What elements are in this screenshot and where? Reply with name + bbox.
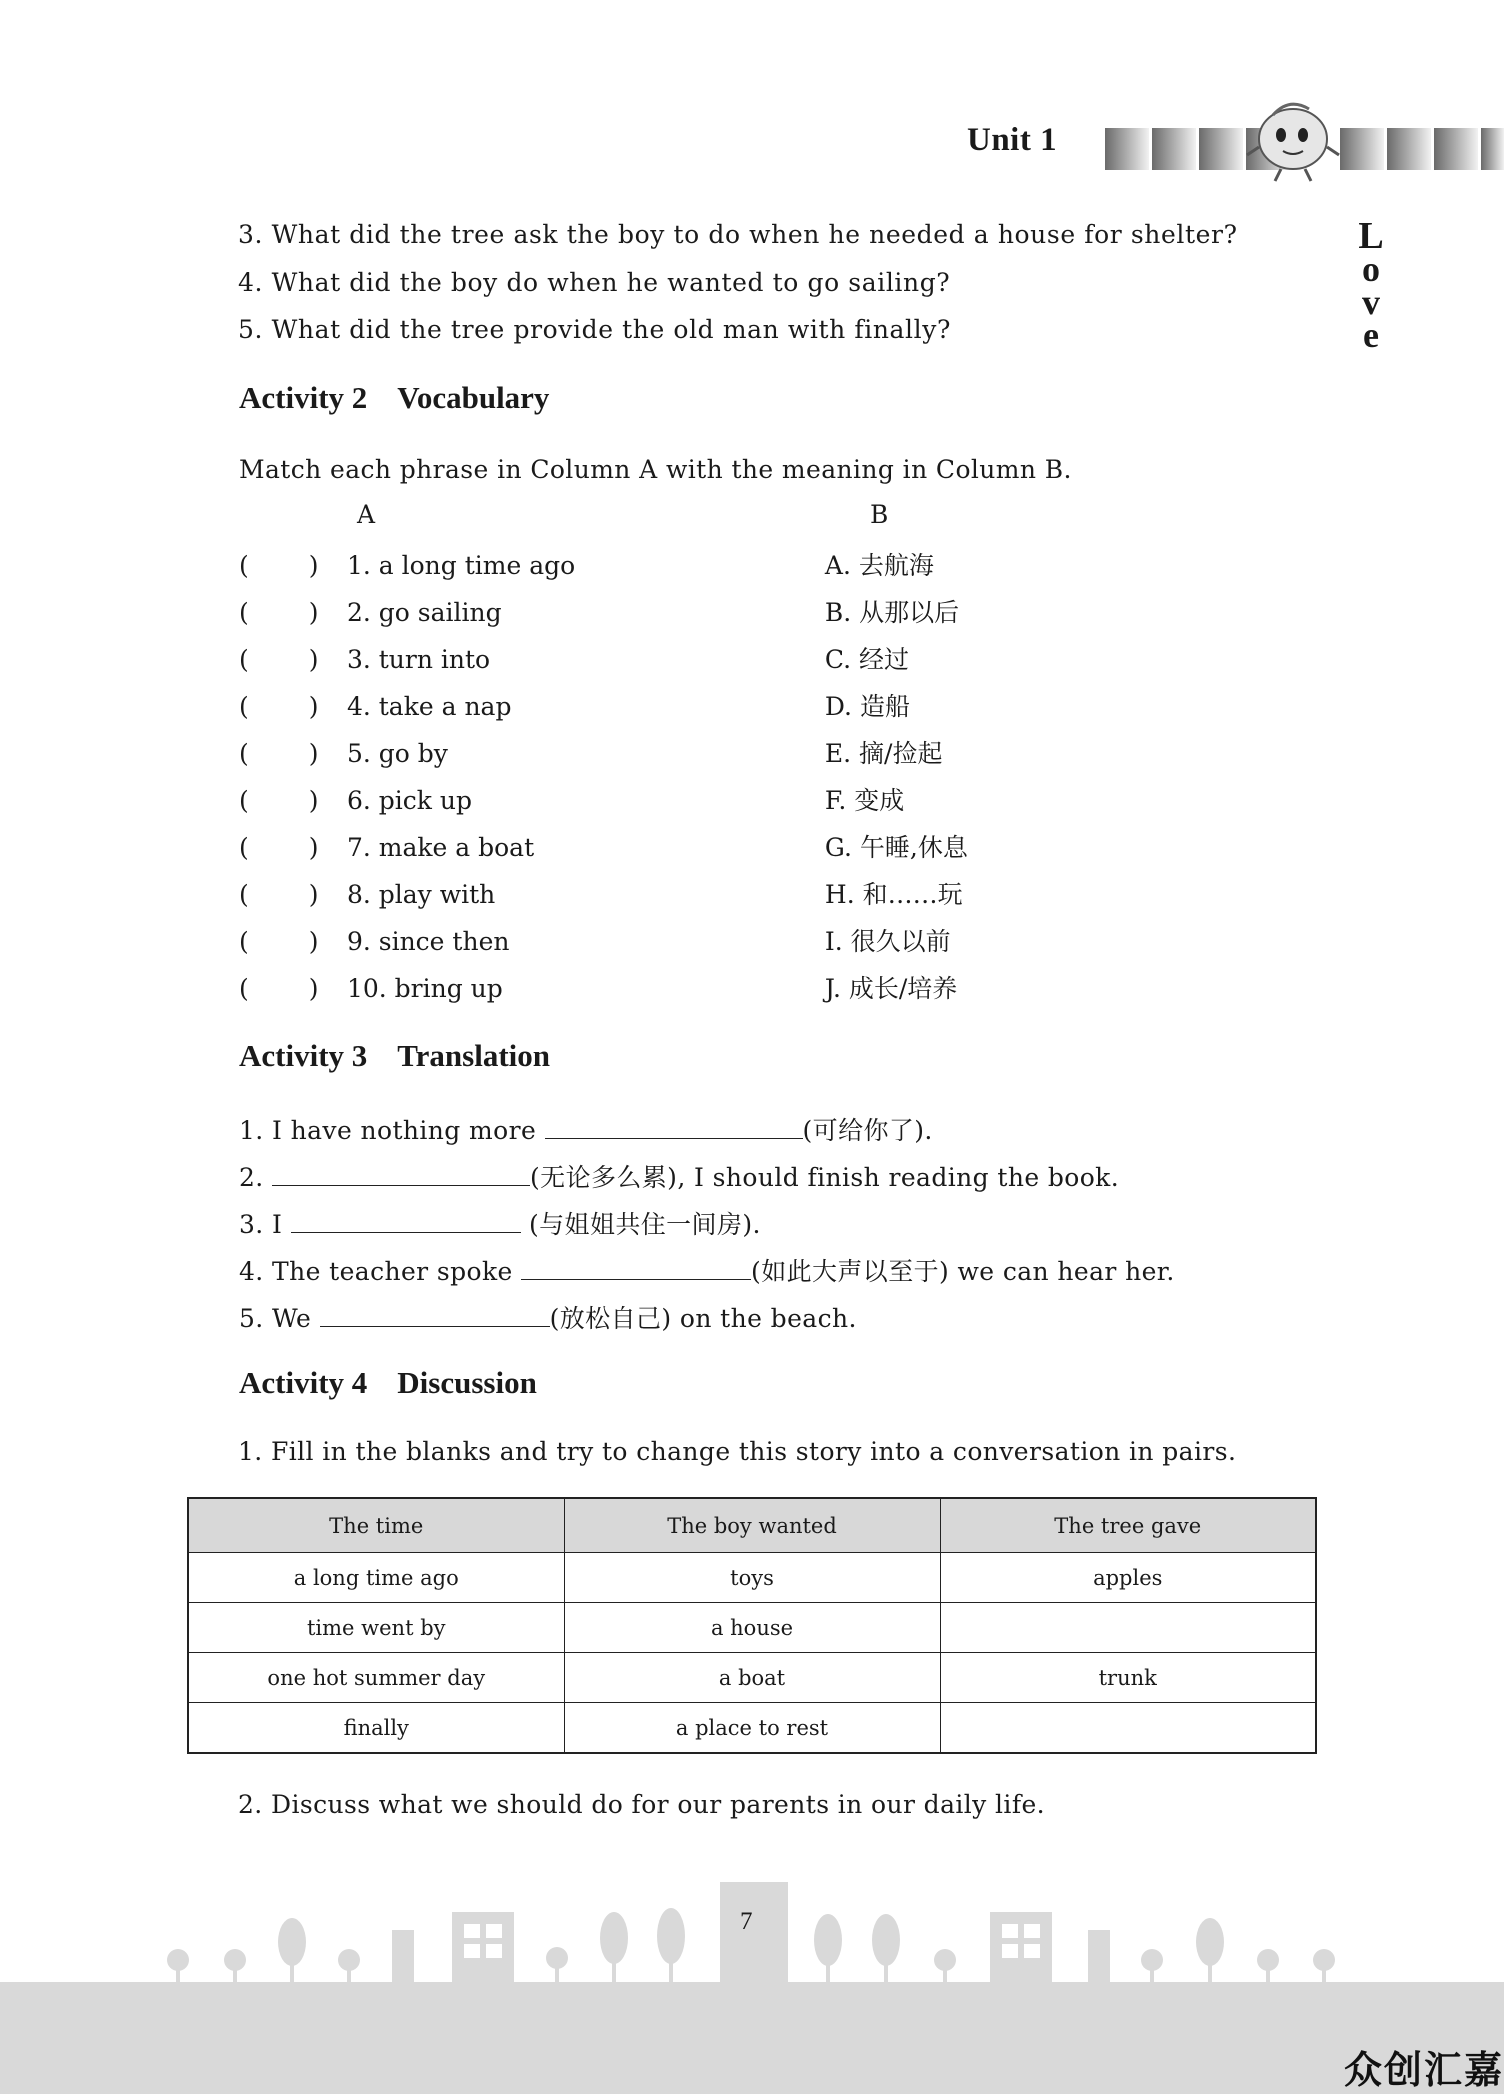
phrase-a: 8. play with <box>346 880 496 909</box>
answer-paren[interactable] <box>239 880 339 909</box>
side-love-label <box>1356 215 1386 355</box>
column-b-label: B <box>870 500 889 529</box>
activity-4-heading <box>239 1365 537 1401</box>
table-header-row <box>188 1498 1316 1553</box>
table-cell: apples <box>940 1553 1316 1603</box>
translation-4 <box>239 1252 1175 1288</box>
sentence-text: (如此大声以至于) we can hear her. <box>751 1257 1175 1286</box>
answer-blank[interactable] <box>291 1208 521 1233</box>
table-row <box>188 1553 1316 1603</box>
paren-open: ( <box>239 645 249 674</box>
table-row <box>188 1603 1316 1653</box>
phrase-a: 3. turn into <box>346 645 491 674</box>
vocab-row <box>239 922 1239 969</box>
paren-close: ) <box>308 598 319 627</box>
table-cell-blank[interactable] <box>940 1703 1316 1754</box>
vocab-row <box>239 640 1239 687</box>
meaning-b: I. 很久以前 <box>824 927 951 956</box>
mascot-icon <box>1243 95 1343 185</box>
paren-open: ( <box>239 692 249 721</box>
sentence-text: 3. I <box>239 1210 283 1239</box>
answer-blank[interactable] <box>521 1255 751 1280</box>
table-cell-blank[interactable] <box>940 1603 1316 1653</box>
table-cell: trunk <box>940 1653 1316 1703</box>
answer-blank[interactable] <box>320 1302 550 1327</box>
meaning-b: C. 经过 <box>824 645 910 674</box>
paren-open: ( <box>239 833 249 862</box>
paren-open: ( <box>239 974 249 1003</box>
question-5: 5. What did the tree provide the old man with finally? <box>238 315 951 344</box>
love-letter: e <box>1363 315 1379 355</box>
paren-close: ) <box>308 645 319 674</box>
sentence-text: (可给你了). <box>802 1116 933 1145</box>
meaning-b: E. 摘/捡起 <box>824 739 943 768</box>
translation-1 <box>239 1111 933 1147</box>
column-a-label: A <box>357 500 376 529</box>
meaning-b: G. 午睡,休息 <box>824 833 968 862</box>
meaning-b: H. 和……玩 <box>824 880 963 909</box>
phrase-a: 4. take a nap <box>346 692 512 721</box>
love-letter: v <box>1362 282 1380 322</box>
meaning-b: D. 造船 <box>824 692 910 721</box>
activity-2-heading <box>239 380 549 416</box>
paren-open: ( <box>239 880 249 909</box>
love-letter: L <box>1358 215 1384 257</box>
story-table <box>187 1497 1317 1754</box>
answer-paren[interactable] <box>239 551 339 580</box>
table-cell: finally <box>188 1703 564 1754</box>
paren-open: ( <box>239 739 249 768</box>
answer-paren[interactable] <box>239 739 339 768</box>
table-cell: one hot summer day <box>188 1653 564 1703</box>
answer-paren[interactable] <box>239 974 339 1003</box>
activity-title: Activity 3 <box>239 1038 368 1073</box>
paren-close: ) <box>308 927 319 956</box>
phrase-a: 9. since then <box>346 927 510 956</box>
paren-close: ) <box>308 786 319 815</box>
column-header: The boy wanted <box>564 1498 940 1553</box>
love-letter: o <box>1362 249 1380 289</box>
table-cell: a place to rest <box>564 1703 940 1754</box>
activity-title: Activity 4 <box>239 1365 368 1400</box>
vocab-row <box>239 781 1239 828</box>
meaning-b: F. 变成 <box>824 786 905 815</box>
table-row <box>188 1703 1316 1754</box>
activity-2-instruction: Match each phrase in Column A with the meaning in Column B. <box>239 455 1072 484</box>
paren-open: ( <box>239 551 249 580</box>
paren-close: ) <box>308 880 319 909</box>
table-cell: a house <box>564 1603 940 1653</box>
phrase-a: 5. go by <box>346 739 448 768</box>
paren-close: ) <box>308 974 319 1003</box>
question-4: 4. What did the boy do when he wanted to go sailing? <box>238 268 951 297</box>
answer-paren[interactable] <box>239 598 339 627</box>
column-header: The tree gave <box>940 1498 1316 1553</box>
translation-3 <box>239 1205 761 1241</box>
vocab-row <box>239 969 1239 1016</box>
vocab-row <box>239 546 1239 593</box>
paren-close: ) <box>308 692 319 721</box>
table-cell: time went by <box>188 1603 564 1653</box>
phrase-a: 7. make a boat <box>346 833 535 862</box>
meaning-b: B. 从那以后 <box>824 598 960 627</box>
activity-subtitle: Discussion <box>397 1365 537 1400</box>
question-3: 3. What did the tree ask the boy to do when he needed a house for shelter? <box>238 220 1238 249</box>
translation-2 <box>239 1158 1119 1194</box>
table-cell: a long time ago <box>188 1553 564 1603</box>
activity-3-heading <box>239 1038 550 1074</box>
sentence-text: 5. We <box>239 1304 312 1333</box>
page-number: 7 <box>740 1908 753 1935</box>
vocab-row <box>239 828 1239 875</box>
vocab-row <box>239 875 1239 922</box>
paren-close: ) <box>308 833 319 862</box>
table-cell: toys <box>564 1553 940 1603</box>
phrase-a: 6. pick up <box>346 786 472 815</box>
sentence-text: (放松自己) on the beach. <box>549 1304 857 1333</box>
unit-title: Unit 1 <box>967 122 1058 158</box>
activity-title: Activity 2 <box>239 380 368 415</box>
table-cell: a boat <box>564 1653 940 1703</box>
sentence-text: 4. The teacher spoke <box>239 1257 513 1286</box>
discussion-task-2: 2. Discuss what we should do for our parents in our daily life. <box>238 1790 1046 1819</box>
sentence-text: (与姐姐共住一间房). <box>529 1210 761 1239</box>
answer-blank[interactable] <box>272 1161 530 1186</box>
activity-subtitle: Vocabulary <box>397 380 550 415</box>
paren-open: ( <box>239 786 249 815</box>
sentence-text: 2. <box>239 1163 264 1192</box>
paren-open: ( <box>239 598 249 627</box>
paren-close: ) <box>308 551 319 580</box>
answer-paren[interactable] <box>239 645 339 674</box>
watermark: 众创汇嘉 <box>1343 2048 1504 2092</box>
table-row <box>188 1653 1316 1703</box>
answer-paren[interactable] <box>239 927 339 956</box>
meaning-b: J. 成长/培养 <box>824 974 958 1003</box>
translation-5 <box>239 1299 857 1335</box>
paren-open: ( <box>239 927 249 956</box>
meaning-b: A. 去航海 <box>824 551 934 580</box>
answer-blank[interactable] <box>545 1114 803 1139</box>
vocab-row <box>239 734 1239 781</box>
answer-paren[interactable] <box>239 833 339 862</box>
sentence-text: 1. I have nothing more <box>239 1116 537 1145</box>
vocab-list <box>239 546 1239 1016</box>
sentence-text: (无论多么累), I should finish reading the book. <box>530 1163 1120 1192</box>
vocab-row <box>239 593 1239 640</box>
activity-subtitle: Translation <box>397 1038 551 1073</box>
answer-paren[interactable] <box>239 786 339 815</box>
phrase-a: 10. bring up <box>346 974 503 1003</box>
phrase-a: 1. a long time ago <box>346 551 576 580</box>
phrase-a: 2. go sailing <box>346 598 502 627</box>
footer-band <box>0 1982 1504 2094</box>
paren-close: ) <box>308 739 319 768</box>
column-header: The time <box>188 1498 564 1553</box>
discussion-task-1: 1. Fill in the blanks and try to change this story into a conversation in pairs. <box>238 1437 1237 1466</box>
vocab-row <box>239 687 1239 734</box>
answer-paren[interactable] <box>239 692 339 721</box>
